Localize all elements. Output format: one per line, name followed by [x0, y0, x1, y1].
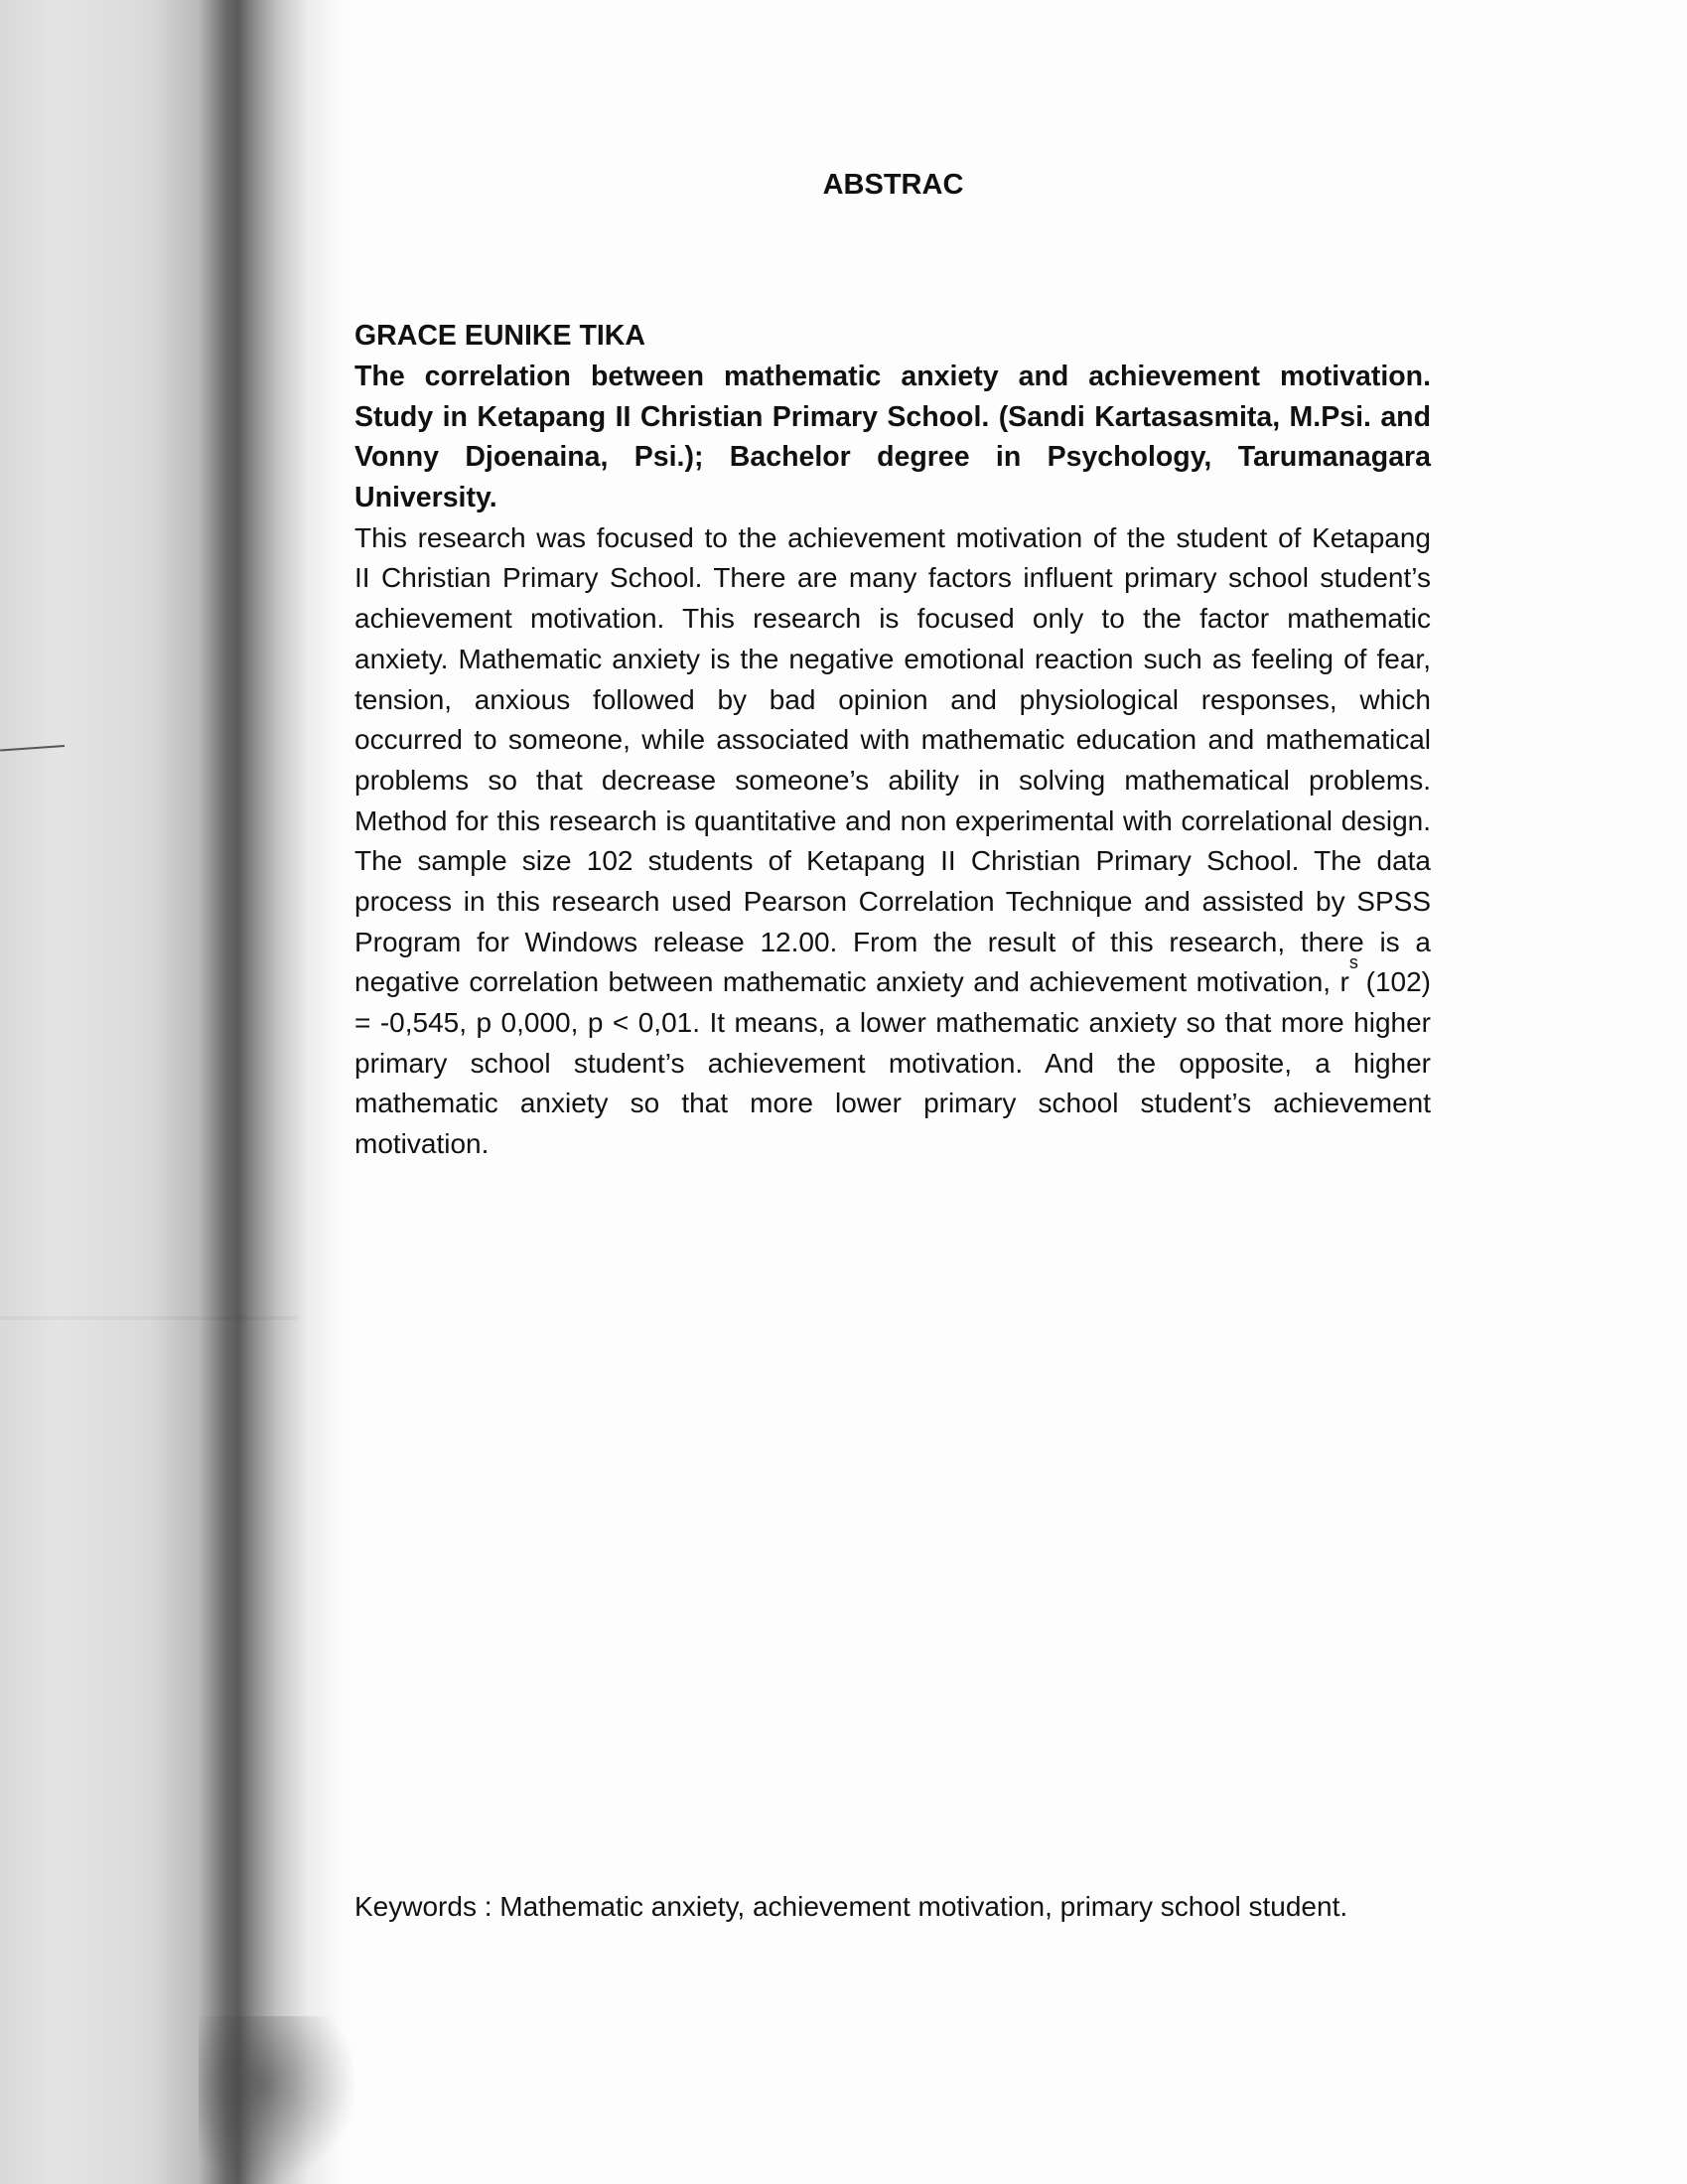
stat-df: (102): [1357, 966, 1431, 998]
body-line: Method for this research is quantitative and non experimental with correlational design.: [354, 804, 1431, 836]
body-line: tension, anxious followed by bad opinion and physiological responses, which: [354, 683, 1431, 715]
body-line: Program for Windows release 12.00. From the result of this research, there is a: [354, 926, 1431, 957]
thesis-title-line: Study in Ketapang II Christian Primary School. (Sandi Kartasasmita, M.Psi. and: [354, 400, 1431, 433]
abstract-block: [354, 316, 1431, 1165]
body-line-statistic: [354, 952, 1431, 1003]
body-line: = -0,545, p 0,000, p < 0,01. It means, a lower mathematic anxiety so that more higher: [354, 1007, 1431, 1038]
body-line: problems so that decrease someone’s ability in solving mathematical problems.: [354, 764, 1431, 796]
page-heading: ABSTRAC: [822, 169, 964, 201]
scan-artifact-band: [0, 1316, 298, 1320]
body-line: occurred to someone, while associated with mathematic education and mathematical: [354, 724, 1431, 756]
body-line: mathematic anxiety so that more lower primary school student’s achievement: [354, 1088, 1431, 1119]
body-line: motivation.: [354, 1128, 490, 1160]
thesis-title-line: The correlation between mathematic anxiety and achievement motivation.: [354, 361, 1431, 392]
thesis-title-line: University.: [354, 482, 497, 514]
body-line: process in this research used Pearson Correlation Technique and assisted by SPSS: [354, 885, 1431, 917]
keywords: Keywords : Mathematic anxiety, achievement motivation, primary school student.: [354, 1891, 1348, 1922]
stat-subscript: s: [1348, 952, 1358, 973]
body-line: II Christian Primary School. There are many factors influent primary school student’s: [354, 562, 1431, 594]
body-line: This research was focused to the achievement motivation of the student of Ketapang: [354, 521, 1431, 553]
body-line: achievement motivation. This research is focused only to the factor mathematic: [354, 603, 1431, 635]
body-line: anxiety. Mathematic anxiety is the negative emotional reaction such as feeling of fear,: [354, 643, 1431, 674]
thesis-title-line: Vonny Djoenaina, Psi.); Bachelor degree in Psychology, Tarumanagara: [354, 441, 1431, 474]
author-name: GRACE EUNIKE TIKA: [354, 320, 645, 352]
stat-text: negative correlation between mathematic anxiety and achievement motivation, r: [354, 966, 1349, 998]
body-line: primary school student’s achievement motivation. And the opposite, a higher: [354, 1047, 1431, 1079]
scan-binding-shadow: [0, 0, 357, 2184]
body-line: The sample size 102 students of Ketapang II Christian Primary School. The data: [354, 845, 1431, 877]
scan-corner-shadow: [199, 2016, 357, 2184]
